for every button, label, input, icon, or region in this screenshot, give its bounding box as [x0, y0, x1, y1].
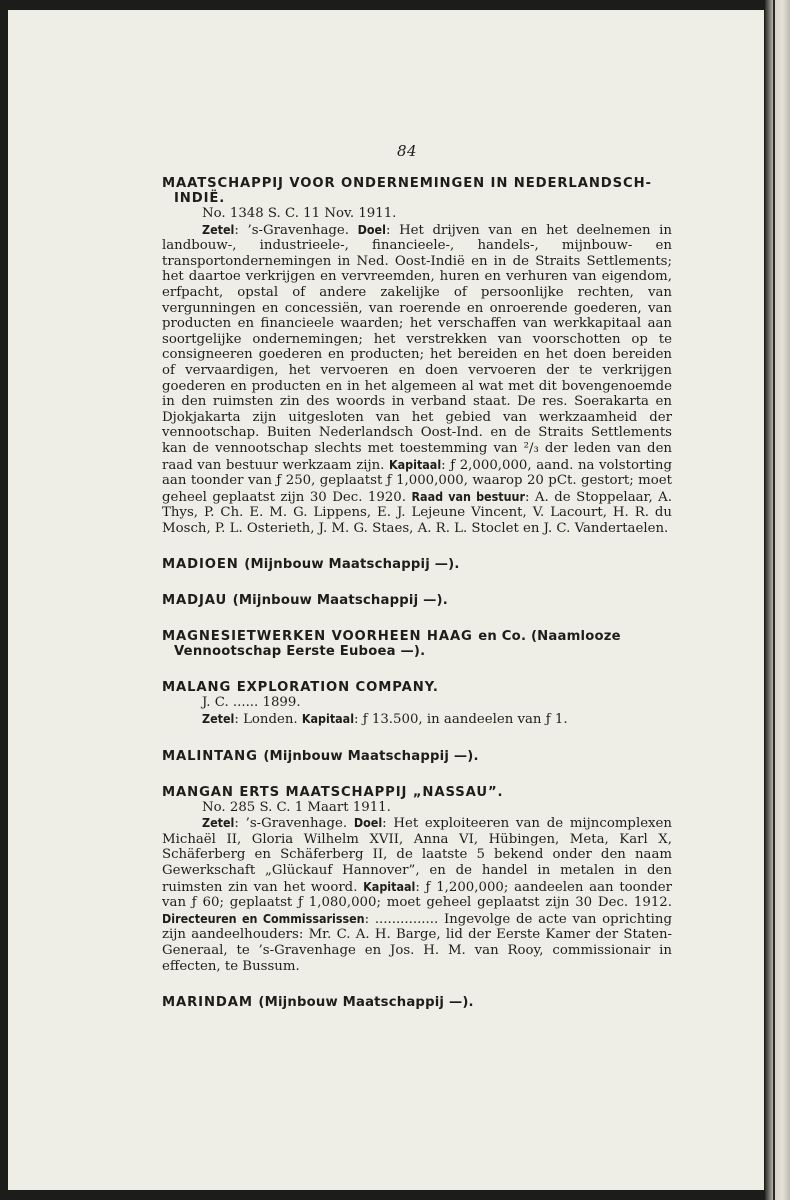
- entry-heading: [162, 557, 672, 572]
- entry-heading: MALANG EXPLORATION COMPANY.: [162, 680, 439, 696]
- entry-suffix: (Mijnbouw Maatschappij —).: [258, 995, 474, 1011]
- book-gutter: [765, 0, 790, 1200]
- entry-heading: MANGAN ERTS MAATSCHAPPIJ „NASSAU”.: [162, 784, 504, 800]
- entry-name: MADJAU: [162, 593, 228, 609]
- entry-heading: [162, 629, 672, 659]
- entry-name: MALINTANG: [162, 748, 258, 764]
- entry-magnesietwerken: [162, 629, 672, 659]
- directeuren-label: Directeuren en Commissarissen: [162, 910, 365, 926]
- gutter-edge: [773, 0, 775, 1200]
- entry-suffix: en Co. (Naamlooze Vennootschap Eerste Euboea —).: [174, 629, 621, 660]
- entry-maatschappij-voor-ondernemingen: [162, 176, 672, 536]
- directory-content: [162, 176, 672, 1010]
- registration-number: No. 1348 S. C. 11 Nov. 1911.: [202, 206, 397, 221]
- zetel-label: Zetel: [202, 815, 235, 831]
- entry-heading: MAATSCHAPPIJ VOOR ONDERNEMINGEN IN NEDERLANDSCH-INDIË.: [162, 176, 652, 206]
- kapitaal-label: Kapitaal: [301, 711, 355, 727]
- entry-marindam: [162, 995, 672, 1010]
- entry-malintang: [162, 749, 672, 764]
- kapitaal-value: : ƒ 2,000,000, aand. na volstorting aan toonder van ƒ 250, geplaatst ƒ 1,000,000, waarop 20 pCt. gestort; moet geheel geplaatst zijn 30 Dec. 1920.: [162, 457, 672, 505]
- entry-mangan-erts: [162, 785, 672, 975]
- bestuur-value: : A. de Stoppelaar, A. Thys, P. Ch. E. M. G. Lippens, E. J. Lejeune Vincent, V. Lacourt, H. R. du Mosch, P. L. Osterieth, J. M. G. Staes, A. R. L. Stoclet en J. C. Vandertaelen.: [162, 489, 672, 536]
- zetel-value: : ’s-Gravenhage.: [234, 222, 349, 238]
- entry-madioen: [162, 557, 672, 572]
- entry-suffix: (Mijnbouw Maatschappij —).: [263, 748, 479, 764]
- entry-name: MARINDAM: [162, 995, 253, 1011]
- entry-heading: [162, 749, 672, 764]
- doel-value: : Het exploiteeren van de mijncomplexen Michaël II, Gloria Wilhelm XVII, Anna VI, Hübingen, Meta, Karl X, Schäferberg en Schäferberg II, de laatste 5 bekend onder den naam Gewerkschaft „Glückauf Hannover”, en de handel in metalen in den ruimsten zin van het woord.: [162, 816, 672, 895]
- kapitaal-value: : ƒ 1,200,000; aandeelen aan toonder van ƒ 60; geplaatst ƒ 1,080,000; moet geheel geplaatst zijn 30 Dec. 1912.: [162, 879, 672, 911]
- entry-body: [162, 711, 672, 728]
- entry-heading: [162, 995, 672, 1010]
- doel-label: Doel: [357, 221, 386, 237]
- doel-value: : Het drijven van en het deelnemen in landbouw-, industrieele-, financieele-, handels-, mijnbouw- en transportondernemingen in Ned. Oost-Indië en in de Straits Settlements; het daartoe verkrijgen en vervreemden, huren en verhuren van eigendom, erfpacht, opstal of andere zakelijke of persoonlijke rechten, van vergunningen en concessiën, van roerende en onroerende goederen, van producten en financieele waarden; het verschaffen van werkkapitaal aan soortgelijke ondernemingen; het verstrekken van voorschotten op te consigneeren goederen en producten; het bereiden en het doen bereiden of vervaardigen, het vervoeren en doen vervoeren der te verkrijgen goederen en producten en in het algemeen al wat met dit bovengenoemde in den ruimsten zin des woords in verband staat. De res. Soerakarta en Djokjakarta zijn uitgesloten van het gebied van werkzaamheid der vennootschap. Buiten Nederlandsch Oost-Ind. en de Straits Settlements kan de vennootschap slechts met toestemming van ²/₃ der leden van den raad van bestuur werkzaam zijn.: [162, 222, 672, 473]
- registration-number: No. 285 S. C. 1 Maart 1911.: [202, 799, 391, 815]
- doel-label: Doel: [353, 815, 383, 831]
- zetel-label: Zetel: [202, 221, 235, 237]
- directeuren-value: : ............... Ingevolge de acte van oprichting zijn aandeelhouders: Mr. C. A. H. Barge, lid der Eerste Kamer der Staten-Generaal, te ’s-Gravenhage en Jos. H. M. van Rooy, commissionair in effecten, te Bussum.: [162, 911, 672, 974]
- entry-madjau: [162, 593, 672, 608]
- kapitaal-label: Kapitaal: [389, 456, 442, 472]
- kapitaal-value: : ƒ 13.500, in aandeelen van ƒ 1.: [354, 712, 568, 728]
- entry-suffix: (Mijnbouw Maatschappij —).: [244, 557, 460, 573]
- entry-body: [162, 222, 672, 537]
- entry-heading: [162, 593, 672, 608]
- registration-number: J. C. ...... 1899.: [202, 695, 301, 711]
- zetel-label: Zetel: [202, 711, 235, 727]
- kapitaal-label: Kapitaal: [363, 878, 416, 894]
- entry-malang-exploration: [162, 680, 672, 727]
- entry-body: [162, 815, 672, 974]
- page-number: 84: [397, 142, 418, 160]
- entry-suffix: (Mijnbouw Maatschappij —).: [232, 593, 448, 609]
- bestuur-label: Raad van bestuur: [411, 488, 525, 504]
- entry-name: MAGNESIETWERKEN VOORHEEN HAAG: [162, 629, 473, 645]
- zetel-value: : Londen.: [234, 712, 298, 728]
- zetel-value: : ’s-Gravenhage.: [234, 816, 348, 832]
- entry-name: MADIOEN: [162, 557, 239, 573]
